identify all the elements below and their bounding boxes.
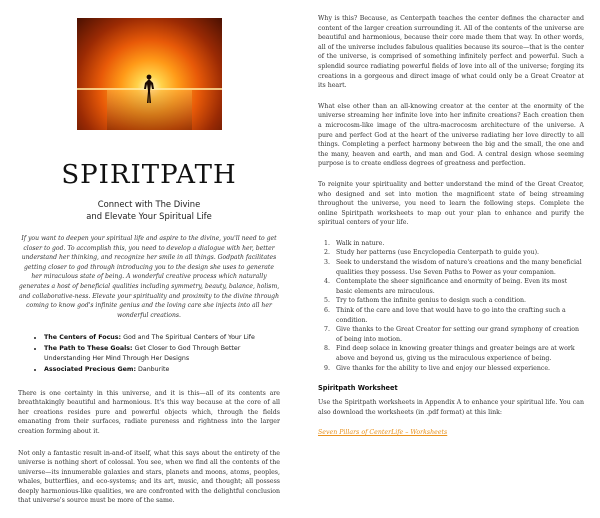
intro-text: If you want to deepen your spiritual life and aspire to the divine, you'll need to get closer to god. To accomplish this, you need to develop a dialogue with her, better understand her thinking, and recognize her smile in all things. Godpath facilitates getting closer to god through introducing you to the design she uses to generate her miraculous state of being. A wonderful creative process which naturally generates a host of beneficial qualities including symmetry, beauty, balance, holism, and collaborative-ness. Elevate your spirituality and proximity to the divine through coming to know god's infinite genius and the loving care she injects into all her wonderful creations. (18, 235, 280, 319)
page-title: SPIRITPATH (61, 160, 237, 190)
right-column (318, 14, 584, 438)
feature-item (44, 344, 280, 364)
worksheet-download-link[interactable]: Seven Pillars of CenterLife – Worksheets (318, 429, 448, 437)
list-item: 8. Find deep solace in knowing greater things and greater beings are at work above and beyond us, giving us the miraculous experience of being. (332, 344, 584, 363)
person-silhouette-icon (143, 74, 155, 104)
list-item: 6. Think of the care and love that would have to go into the crafting such a condition. (332, 306, 584, 325)
list-item: 9. Give thanks for the ability to live and enjoy our blessed experience. (332, 364, 584, 374)
list-item: 7. Give thanks to the Great Creator for setting our grand symphony of creation of being into motion. (332, 325, 584, 344)
feature-label: Associated Precious Gem: (44, 365, 136, 373)
tagline (18, 198, 280, 222)
hero-image-sunset-figure (77, 18, 222, 130)
list-item: 5. Try to fathom the infinite genius to design such a condition. (332, 296, 584, 306)
worksheet-heading: Spiritpath Worksheet (318, 384, 398, 393)
list-item: 3. Seek to understand the wisdom of nature's creations and the many beneficial qualities they possess. Use Seven Paths to Power as your companion. (332, 258, 584, 277)
left-column (18, 18, 280, 518)
body-paragraph: What else other than an all-knowing creator at the center at the enormity of the universe streaming her infinite love into her infinite creations? Each creation then a microcosm-like image of the ultra-macrocosm architecture of the universe. A pure and perfect God at the heart of the universe radiating her love directly to all things. Completing a perfect harmony between the big and the small, the one and the many, heaven and earth, and man and God. A central design whose seeming purpose is to create endless degrees of greatness and perfection. (318, 102, 584, 168)
list-item: 4. Contemplate the sheer significance and enormity of being. Even its most basic elements are miraculous. (332, 277, 584, 296)
body-paragraph: Why is this? Because, as Centerpath teaches the center defines the character and content of the larger creation surrounding it. All of the contents of the universe are beautiful and harmonious, because their core made them that way. In other words, all of the universe includes fabulous qualities because its source—that is the center of the universe, is comprised of something infinitely perfect and powerful. Such a splendid source radiating powerful fields of love into all of the universe; forging its creations in a gorgeous and direct image of what could only be a Great Creator at its heart. (318, 15, 584, 90)
feature-text: Danburite (137, 365, 170, 373)
body-paragraph: There is one certainty in this universe, and it is this—all of its contents are breathtakingly beautiful and harmonious. It's this way because at the core of all her creations resides pure and powerful objects which, through the fields emanating from their surfaces, radiate pureness and rightness into the larger creation forming about it. (18, 389, 280, 435)
tagline-line-1: Connect with The Divine (97, 199, 201, 209)
list-item: 2. Study her patterns (use Encyclopedia Centerpath to guide you). (332, 248, 584, 258)
feature-item (44, 333, 280, 343)
worksheet-text: Use the Spiritpath worksheets in Appendix A to enhance your spiritual life. You can also download the worksheets (in .pdf format) at this link: (318, 399, 584, 416)
steps-list (332, 239, 584, 373)
body-paragraph: Not only a fantastic result in-and-of itself, what this says about the entirety of the universe is nothing short of colossal. You see, when we find all the contents of the universe—its innumerable galaxies and stars, planets and moons, atoms, peoples, whales, butterflies, and eco-systems; and its art, music, and thought; all possess deeply harmonious-like qualities, we are confronted with the delightful conclusion that universe's source must be more of the same. (18, 449, 280, 505)
body-paragraph: To reignite your spirituality and better understand the mind of the Great Creator, who designed and set into motion the magnificent state of being streaming throughout the universe, you need to learn the following steps. Complete the online Spiritpath worksheets to map out your plan to enhance and purify the spiritual centers of your life. (318, 180, 584, 227)
feature-label: The Path to These Goals: (44, 345, 133, 353)
feature-text: Get Closer to God Through Better Understanding Her Mind Through Her Designs (44, 345, 241, 362)
feature-item (44, 365, 280, 375)
feature-label: The Centers of Focus: (44, 334, 122, 342)
list-item: 1. Walk in nature. (332, 239, 584, 249)
tagline-line-2: and Elevate Your Spiritual Life (86, 211, 212, 221)
feature-text: God and The Spiritual Centers of Your Life (123, 334, 255, 342)
feature-list (44, 333, 280, 374)
